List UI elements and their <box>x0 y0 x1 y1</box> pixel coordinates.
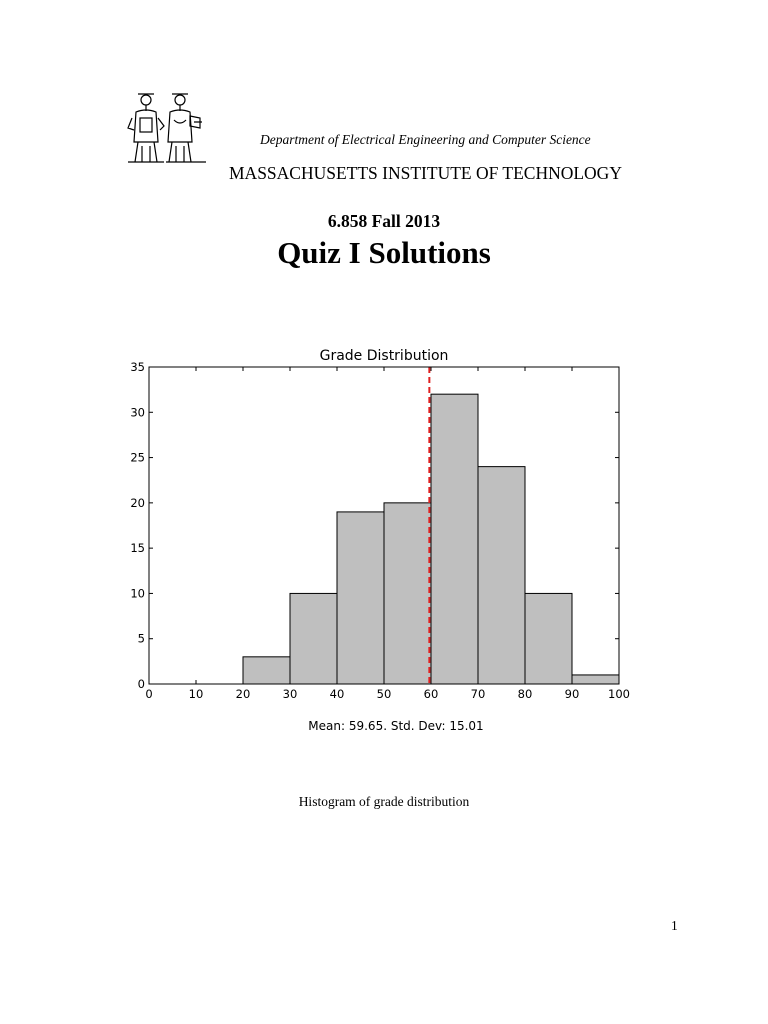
y-tick-label: 20 <box>130 495 145 510</box>
histogram-bar <box>525 593 572 684</box>
y-tick-label: 30 <box>130 405 145 420</box>
histogram-bar <box>431 394 478 684</box>
x-tick-label: 10 <box>188 687 204 701</box>
x-tick-label: 40 <box>329 687 345 701</box>
x-tick-label: 100 <box>608 687 630 701</box>
department-name: Department of Electrical Engineering and Computer Science <box>260 132 591 147</box>
y-tick-label: 35 <box>130 360 145 374</box>
y-tick-label: 0 <box>137 677 145 691</box>
histogram-bar <box>572 675 619 684</box>
mit-seal-logo <box>124 90 210 166</box>
institute-name: MASSACHUSETTS INSTITUTE OF TECHNOLOGY <box>229 163 622 183</box>
y-tick-label: 5 <box>137 631 145 646</box>
histogram-bar <box>290 593 337 684</box>
x-tick-label: 50 <box>376 687 392 701</box>
histogram-bar <box>243 657 290 684</box>
x-tick-label: 80 <box>517 687 533 701</box>
x-tick-label: 60 <box>423 687 439 701</box>
page-number: 1 <box>671 918 678 933</box>
x-tick-label: 30 <box>282 687 298 701</box>
histogram-bar <box>478 467 525 684</box>
x-tick-label: 0 <box>145 687 153 701</box>
x-tick-label: 70 <box>470 687 486 701</box>
histogram-bar <box>337 512 384 684</box>
grade-histogram <box>0 340 768 740</box>
y-tick-label: 15 <box>130 541 145 556</box>
y-tick-label: 10 <box>130 586 145 601</box>
x-axis-label: Mean: 59.65. Std. Dev: 15.01 <box>308 719 484 733</box>
x-tick-label: 20 <box>235 687 251 701</box>
y-tick-label: 25 <box>130 450 145 465</box>
chart-title: Grade Distribution <box>319 348 449 364</box>
course-heading: 6.858 Fall 2013 <box>327 211 441 231</box>
histogram-bar <box>384 503 431 684</box>
figure-caption: Histogram of grade distribution <box>298 794 470 809</box>
x-tick-label: 90 <box>564 687 580 701</box>
document-title: Quiz I Solutions <box>277 235 491 270</box>
